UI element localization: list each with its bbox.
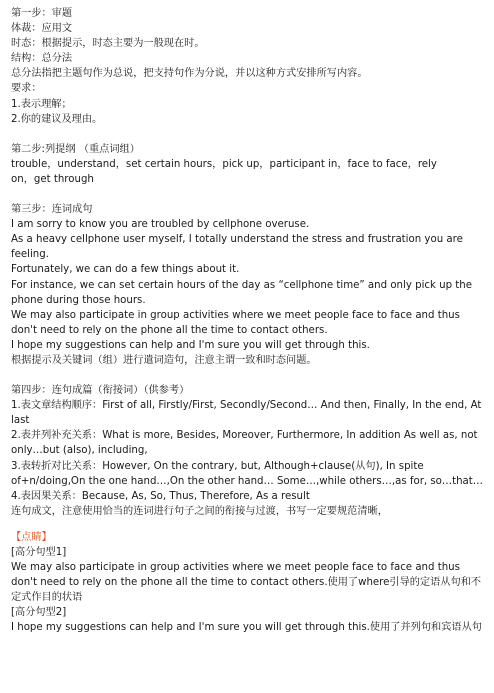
requirement-item: 2.你的建议及理由。 xyxy=(11,113,103,125)
step2-heading: 第二步:列提纲 （重点词组） xyxy=(11,143,140,155)
genre-line: 体裁：应用文 xyxy=(11,23,73,35)
connective-item: 1.表文章结构顺序：First of all, Firstly/First, Secondly/Second… And then, Finally, In the end, At last xyxy=(11,400,482,427)
connective-item: 3.表转折对比关系：However, On the contrary, but, Although+clause(从句), In spite of+n/doing,On the one hand…,On the other hand… Some…,while others…,as for, so…that… xyxy=(11,460,483,487)
step1-heading: 第一步：审题 xyxy=(11,8,73,19)
step4-summary: 连句成文，注意使用恰当的连词进行句子之间的衔接与过渡，书写一定要规范清晰， xyxy=(11,505,388,517)
requirement-item: 1.表示理解； xyxy=(11,98,72,110)
phrase-list-line: trouble，understand，set certain hours，pick up，participant in，face to face，rely xyxy=(11,158,437,170)
highlight-label: [高分句型2] xyxy=(11,607,67,619)
sentence: For instance, we can set certain hours of the day as “cellphone time” and only pick up the phone during those hours. xyxy=(11,279,473,306)
connective-item: 4.表因果关系：Because, As, So, Thus, Therefore, As a result xyxy=(11,490,310,502)
step2-section xyxy=(11,142,485,187)
highlights-section xyxy=(11,530,485,636)
connective-item: 2.表并列补充关系：What is more, Besides, Moreover, Furthermore, In addition As well as, not only…but (also), including, xyxy=(11,430,478,457)
highlights-heading: 【点睛】 xyxy=(11,531,52,543)
sentence: We may also participate in group activities where we meet people face to face and thus don't need to rely on the phone all the time to contact others. xyxy=(11,309,460,336)
structure-line: 结构：总分法 xyxy=(11,53,73,65)
sentence: Fortunately, we can do a few things about it. xyxy=(11,264,240,276)
step3-section xyxy=(11,202,485,368)
structure-description: 总分法指把主题句作为总说，把支持句作为分说，并以这种方式安排所写内容。 xyxy=(11,68,368,80)
sentence: As a heavy cellphone user myself, I totally understand the stress and frustration you are feeling. xyxy=(11,234,463,261)
step1-section xyxy=(11,6,485,127)
highlight-label: [高分句型1] xyxy=(11,547,67,558)
sentence: I am sorry to know you are troubled by cellphone overuse. xyxy=(11,219,310,231)
highlight-text: We may also participate in group activities where we meet people face to face and thus don't need to rely on the phone all the time to contact others.使用了where引导的定语从句和不定式作目的状语 xyxy=(11,562,482,604)
step3-heading: 第三步：连词成句 xyxy=(11,204,93,216)
step4-heading: 第四步：连句成篇（衔接词）（供参考） xyxy=(11,385,190,397)
tense-line: 时态：根据提示，时态主要为一般现在时。 xyxy=(11,38,205,50)
step3-note: 根据提示及关键词（组）进行遣词造句，注意主谓一致和时态问题。 xyxy=(11,354,317,366)
sentence: I hope my suggestions can help and I'm sure you will get through this. xyxy=(11,339,370,351)
phrase-list-line: on，get through xyxy=(11,173,94,185)
highlight-text: I hope my suggestions can help and I'm sure you will get through this.使用了并列句和宾语从句 xyxy=(11,622,482,634)
requirements-label: 要求： xyxy=(11,83,42,95)
document-body xyxy=(11,6,485,636)
step4-section xyxy=(11,383,485,519)
